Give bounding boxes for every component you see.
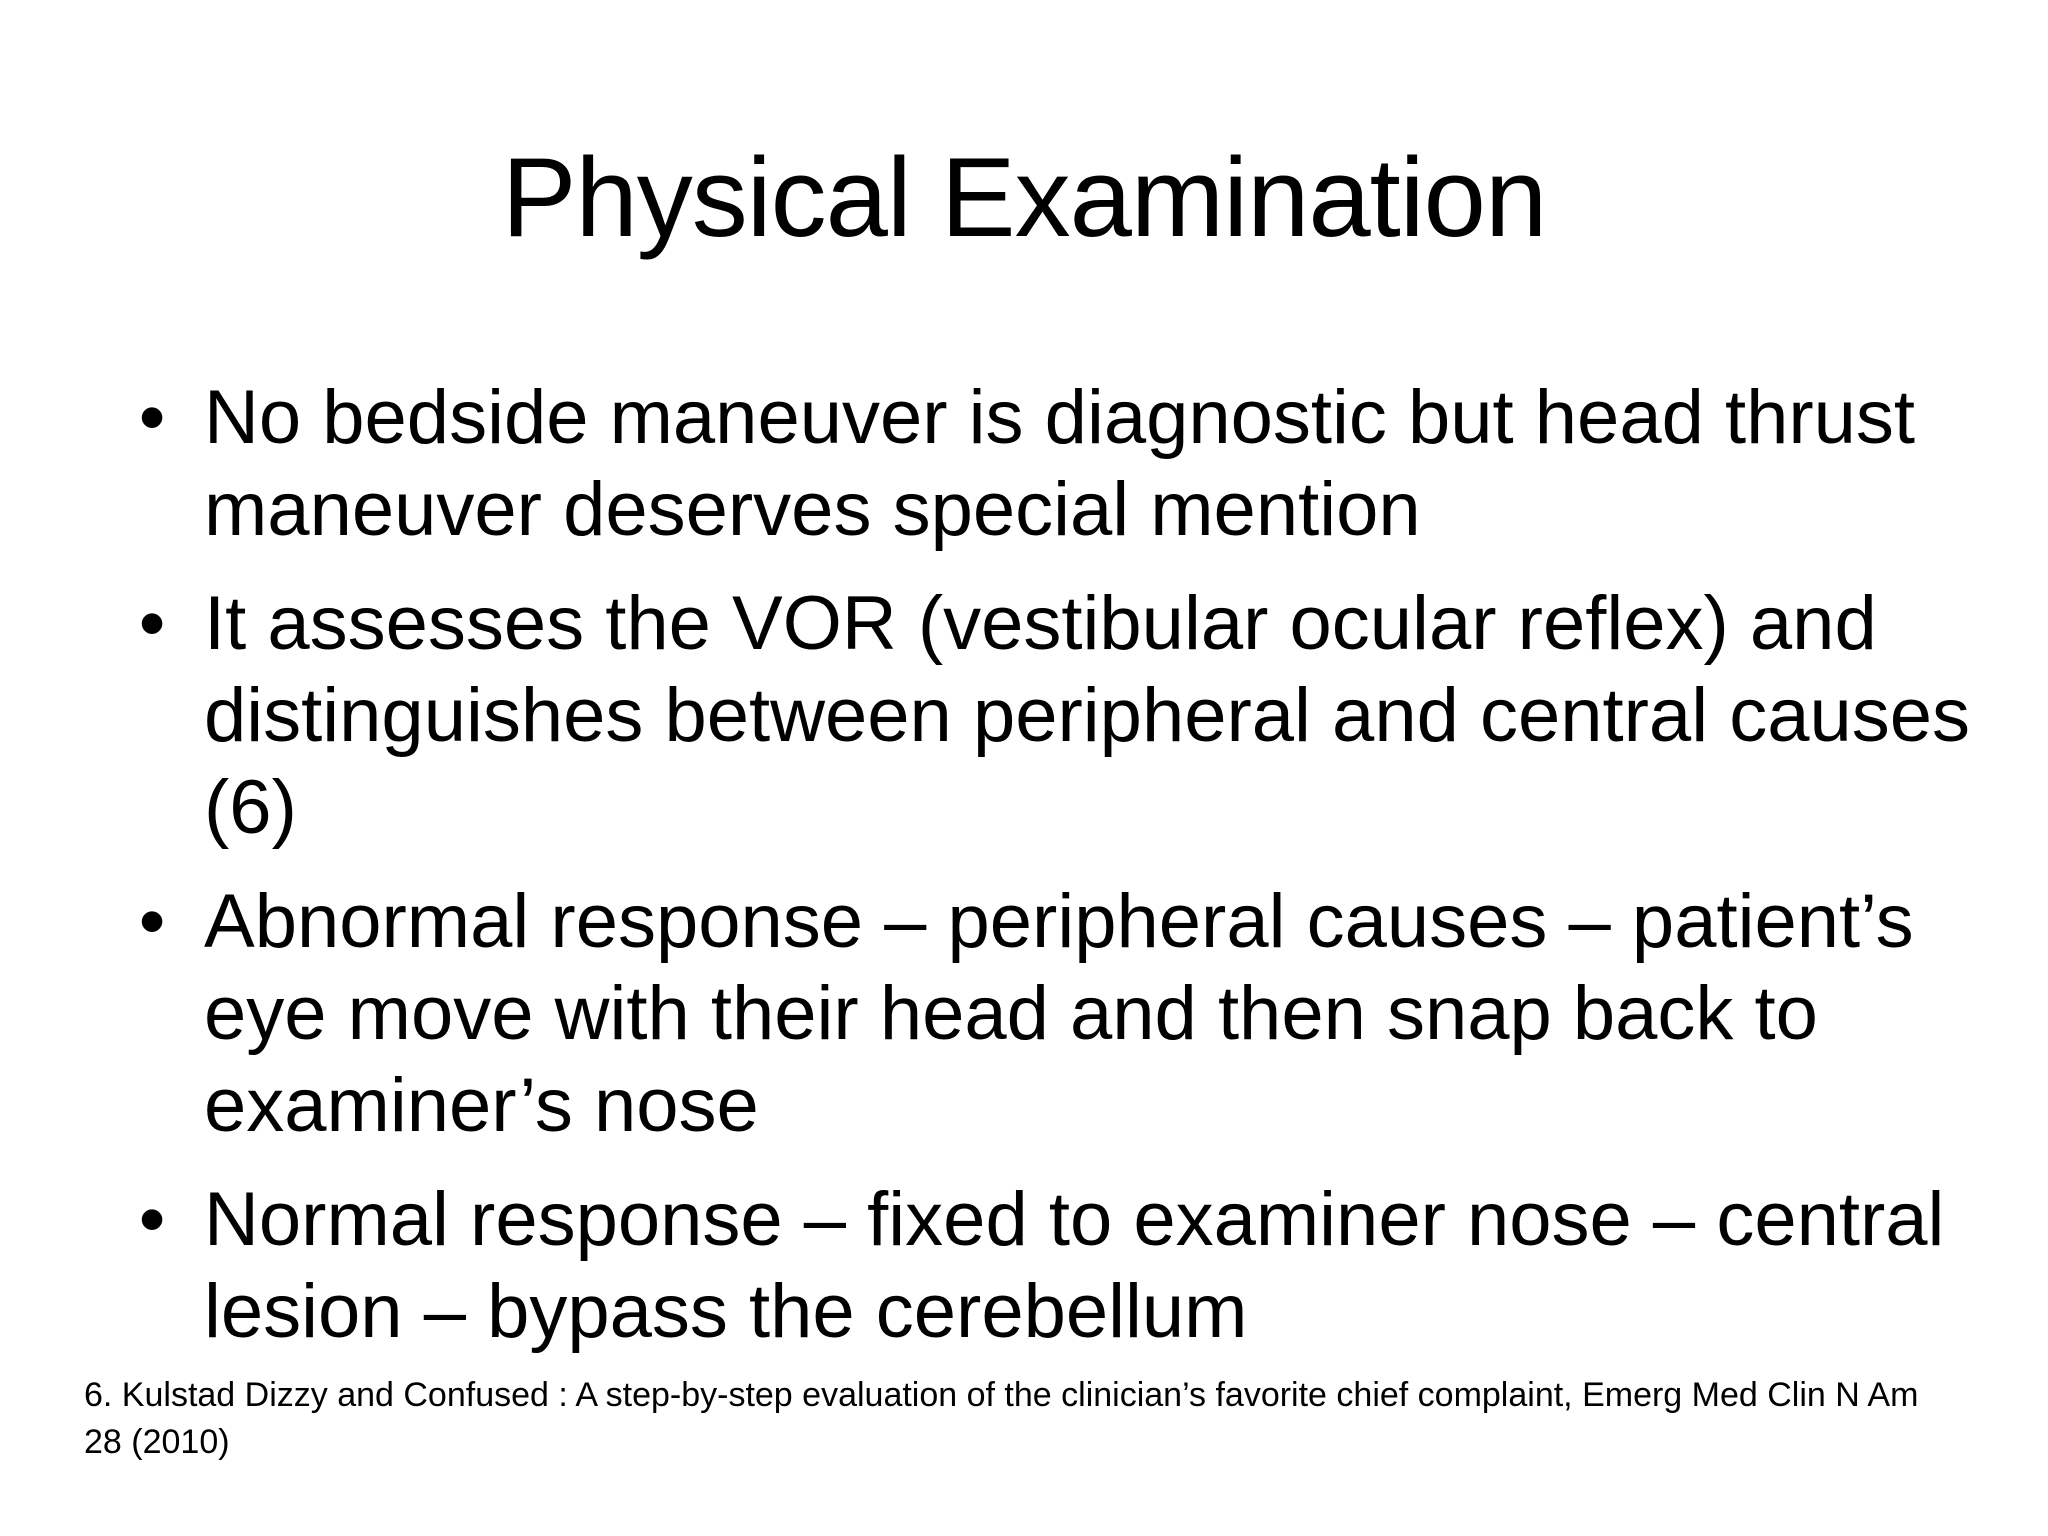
bullet-list [122,372,2002,1380]
bullet-icon: • [138,375,166,460]
bullet-icon: • [138,879,166,964]
bullet-text: No bedside maneuver is diagnostic but head thrust maneuver deserves special mention [204,375,1916,552]
bullet-item [122,578,2002,854]
bullet-text: Normal response – fixed to examiner nose – central lesion – bypass the cerebellum [204,1177,1945,1354]
bullet-item [122,1174,2002,1358]
bullet-text: Abnormal response – peripheral causes – patient’s eye move with their head and then snap back to examiner’s nose [204,879,1914,1148]
bullet-item [122,372,2002,556]
bullet-text: It assesses the VOR (vestibular ocular reflex) and distinguishes between peripheral and central causes (6) [204,581,1970,850]
footnote-citation: 6. Kulstad Dizzy and Confused : A step-by-step evaluation of the clinician’s favorite chief complaint, Emerg Med Clin N Am 28 (2010) [84,1376,1919,1461]
bullet-item [122,876,2002,1152]
bullet-icon: • [138,581,166,666]
slide-title: Physical Examination [501,135,1547,260]
bullet-icon: • [138,1177,166,1262]
